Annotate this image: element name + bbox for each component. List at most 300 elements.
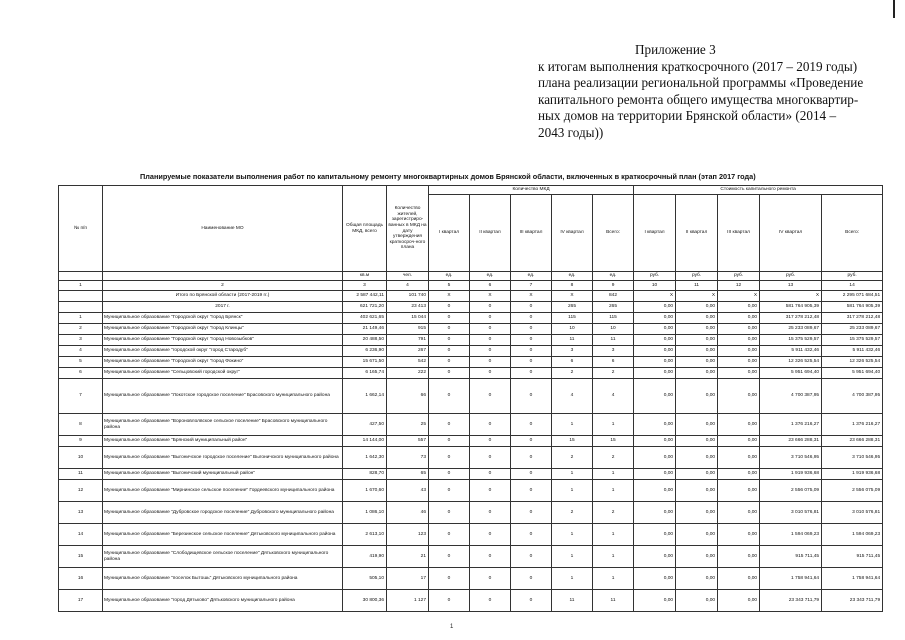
table-cell: 1 (59, 312, 103, 323)
table-cell: 23 666 288,31 (760, 436, 822, 447)
table-cell: 1 594 069,23 (760, 524, 822, 546)
table-cell: 11 (552, 334, 593, 345)
table-cell: 1 (59, 281, 103, 290)
table-cell: 0 (511, 345, 552, 356)
table-cell: руб. (676, 272, 718, 281)
table-cell: 222 (387, 367, 429, 378)
table-cell: 2 (593, 447, 634, 469)
table-cell: Муниципальное образование "Дубровское городское поселение" Дубровского муниципального района (103, 502, 343, 524)
table-cell: 0 (429, 502, 470, 524)
table-title: Планируемые показатели выполнения работ по капитальному ремонту многоквартирных домов Брянской области, включенных в краткосрочный план (этап 2017 года) (140, 172, 756, 181)
table-cell: 12 (59, 480, 103, 502)
table-cell: 10 (552, 323, 593, 334)
table-cell: 581 764 905,39 (760, 301, 822, 312)
table-cell: 4 (59, 345, 103, 356)
table-cell: 15 044 (387, 312, 429, 323)
table-cell: 0 (511, 546, 552, 568)
table-cell: Муниципальное образование "Мирнинское сельское поселение" Гордеевского муниципального района (103, 480, 343, 502)
table-cell: 0 (511, 469, 552, 480)
table-row (59, 334, 883, 345)
table-cell: 10 (634, 281, 676, 290)
table-cell: Муниципальное образование "Березинское сельское поселение" Дятьковского муниципального района (103, 524, 343, 546)
appendix-line: капитального ремонта общего имущества многоквартир- (538, 91, 859, 107)
table-cell: 11 (59, 469, 103, 480)
col-header: II квартал (676, 195, 718, 272)
table-cell: 12 326 525,54 (760, 356, 822, 367)
table-cell: 0,00 (718, 568, 760, 590)
table-cell: 23 666 288,31 (822, 436, 883, 447)
table-cell: 11 (593, 590, 634, 612)
table-cell: 0,00 (718, 301, 760, 312)
table-cell: 3 010 576,81 (760, 502, 822, 524)
table-cell: 0,00 (718, 546, 760, 568)
table-cell: 2 (59, 323, 103, 334)
table-cell: 15 375 529,57 (822, 334, 883, 345)
table-cell: 1 376 216,27 (760, 414, 822, 436)
table-cell: 842 (593, 290, 634, 301)
table-cell: 0,00 (676, 436, 718, 447)
table-cell: 0,00 (676, 546, 718, 568)
table-cell: 0 (511, 436, 552, 447)
appendix-line: к итогам выполнения краткосрочного (2017 – 2019 годы) (538, 58, 858, 74)
table-cell: 23 413 (387, 301, 429, 312)
table-cell: 0,00 (718, 436, 760, 447)
table-cell (103, 272, 343, 281)
table-cell: 1 758 941,64 (760, 568, 822, 590)
table-cell: 0,00 (634, 480, 676, 502)
col-header: I квартал (634, 195, 676, 272)
table-cell: 0 (429, 436, 470, 447)
table-cell: руб. (634, 272, 676, 281)
table-cell: 0,00 (676, 312, 718, 323)
table-cell: 66 (387, 378, 429, 414)
table-cell: 5 951 694,40 (760, 367, 822, 378)
table-cell: 0,00 (718, 480, 760, 502)
table-cell: 0,00 (676, 447, 718, 469)
table-cell: 265 (552, 301, 593, 312)
table-cell: 4 (552, 378, 593, 414)
table-cell: руб. (822, 272, 883, 281)
table-cell: 0 (429, 568, 470, 590)
table-cell: 1 919 936,68 (822, 469, 883, 480)
table-cell: 0,00 (676, 334, 718, 345)
table-cell: 0 (511, 480, 552, 502)
col-header: Всего: (822, 195, 883, 272)
table-cell: 0,00 (634, 469, 676, 480)
table-cell: 1 642,30 (343, 447, 387, 469)
table-cell: 43 (387, 480, 429, 502)
table-cell: 6 (470, 281, 511, 290)
table-cell: 0 (470, 356, 511, 367)
table-cell: 1 (552, 568, 593, 590)
table-cell: 0 (511, 524, 552, 546)
table-cell: 65 (387, 469, 429, 480)
table-row (59, 323, 883, 334)
table-cell: Муниципальное образование "город Дятьково" Дятьковского муниципального района (103, 590, 343, 612)
table-cell: 0 (470, 502, 511, 524)
table-cell: 0,00 (634, 447, 676, 469)
table-cell: 0 (429, 312, 470, 323)
table-cell: 1 919 936,68 (760, 469, 822, 480)
col-header: IV квартал (760, 195, 822, 272)
table-cell: Итого по Брянской области (2017-2019 гг.) (103, 290, 343, 301)
col-header: III квартал (718, 195, 760, 272)
table-cell: 0,00 (634, 356, 676, 367)
table-cell: X (552, 290, 593, 301)
table-cell: 4 (387, 281, 429, 290)
table-cell: Муниципальное образование "Брянский муниципальный район" (103, 436, 343, 447)
table-cell: 0 (429, 414, 470, 436)
table-row (59, 414, 883, 436)
table-cell: 6 (593, 356, 634, 367)
table-cell: 15 (593, 436, 634, 447)
appendix-heading (538, 42, 868, 142)
table-cell: 15 671,50 (343, 356, 387, 367)
table-cell: 0 (429, 323, 470, 334)
table-cell: 11 (552, 590, 593, 612)
table-cell: 0 (470, 378, 511, 414)
table-cell: 0,00 (718, 356, 760, 367)
table-cell: 0 (470, 414, 511, 436)
table-cell: 0,00 (718, 345, 760, 356)
table-cell: Муниципальное образование "Городской округ "город Фокино" (103, 356, 343, 367)
table-cell: 0 (470, 590, 511, 612)
col-header: Общая площадь МКД, всего (343, 186, 387, 272)
table-cell: 0 (429, 356, 470, 367)
table-cell: 1 (593, 469, 634, 480)
table-cell: 23 343 711,79 (760, 590, 822, 612)
edge-mark (893, 0, 895, 18)
table-cell: 123 (387, 524, 429, 546)
table-cell: 0,00 (718, 378, 760, 414)
table-cell: 73 (387, 447, 429, 469)
table-cell: 0,00 (718, 334, 760, 345)
table-cell: X (470, 290, 511, 301)
table-cell: Муниципальное образование "Городской округ "город Новозыбков" (103, 334, 343, 345)
table-cell: Муниципальное образование "городской округ "город Стародуб" (103, 345, 343, 356)
table-cell: 23 343 711,79 (822, 590, 883, 612)
table-cell: 0,00 (634, 301, 676, 312)
table-cell: 2 556 075,09 (760, 480, 822, 502)
table-cell: 25 (387, 414, 429, 436)
table-cell: 0,00 (676, 502, 718, 524)
table-cell: 0,00 (634, 323, 676, 334)
table-cell: 1 (552, 546, 593, 568)
table-cell: 791 (387, 334, 429, 345)
col-header: Количество жителей, зарегистриро-ванных в МКД на дату утверждения краткосроч-ного плана (387, 186, 429, 272)
table-cell: 0,00 (634, 502, 676, 524)
appendix-line: 2043 годы)) (538, 124, 604, 140)
table-cell: 0,00 (676, 590, 718, 612)
table-cell: 0 (429, 546, 470, 568)
table-cell (59, 301, 103, 312)
table-cell: 1 (593, 546, 634, 568)
table-row (59, 312, 883, 323)
table-row (59, 590, 883, 612)
table-cell: 4 700 387,95 (760, 378, 822, 414)
table-cell: Муниципальное образование "Локотское городское поселение" Брасовского муниципального района (103, 378, 343, 414)
table-cell: 0,00 (634, 345, 676, 356)
col-header: Наименование МО (103, 186, 343, 272)
table-cell: 0,00 (634, 414, 676, 436)
table-cell: 12 (718, 281, 760, 290)
col-header: Всего: (593, 195, 634, 272)
table-cell: 14 (822, 281, 883, 290)
table-cell: 0,00 (634, 546, 676, 568)
table-cell: 0,00 (676, 356, 718, 367)
table-row (59, 502, 883, 524)
table-cell: 0 (470, 469, 511, 480)
table-cell: 0,00 (718, 502, 760, 524)
table-row (59, 524, 883, 546)
table-cell: X (511, 290, 552, 301)
table-cell: 0 (470, 345, 511, 356)
table-cell: 0,00 (634, 436, 676, 447)
table-cell: 21 149,46 (343, 323, 387, 334)
table-cell: 0,00 (676, 323, 718, 334)
table-cell: 3 (593, 345, 634, 356)
table-row (59, 546, 883, 568)
table-cell: кв.м (343, 272, 387, 281)
table-cell: X (429, 290, 470, 301)
table-cell: X (718, 290, 760, 301)
table-cell: 2 (593, 367, 634, 378)
table-cell: Муниципальное образование "Выгоничское городское поселение" Выгоничского муниципального района (103, 447, 343, 469)
table-cell: 2 613,10 (343, 524, 387, 546)
table-row (59, 480, 883, 502)
col-header: I квартал (429, 195, 470, 272)
table-cell: 542 (387, 356, 429, 367)
table-cell: 0,00 (676, 345, 718, 356)
table-cell: 915 711,45 (822, 546, 883, 568)
table-cell: 0 (429, 469, 470, 480)
table-cell: 2 556 075,09 (822, 480, 883, 502)
table-cell: 427,50 (343, 414, 387, 436)
table-cell: 6 236,90 (343, 345, 387, 356)
table-row (59, 290, 883, 301)
table-cell: 5 911 432,46 (822, 345, 883, 356)
col-header: № п/п (59, 186, 103, 272)
table-cell: 11 (676, 281, 718, 290)
table-cell: 317 278 212,48 (760, 312, 822, 323)
table-cell: 1 (552, 414, 593, 436)
table-cell: 0,00 (718, 414, 760, 436)
table-cell: 0 (470, 524, 511, 546)
table-row (59, 378, 883, 414)
table-row (59, 345, 883, 356)
table-cell: 0 (429, 524, 470, 546)
table-row (59, 469, 883, 480)
table-cell: 828,70 (343, 469, 387, 480)
table-cell: 1 127 (387, 590, 429, 612)
table-cell: 10 (59, 447, 103, 469)
table-cell: 0,00 (676, 378, 718, 414)
table-cell: 0,00 (676, 480, 718, 502)
table-cell: 25 233 089,67 (822, 323, 883, 334)
table-row (59, 447, 883, 469)
table-cell: 2 (552, 367, 593, 378)
table-cell: 4 (593, 378, 634, 414)
table-cell: 0 (511, 414, 552, 436)
table-cell: 15 (59, 546, 103, 568)
table-cell: 0 (470, 546, 511, 568)
table-cell: 3 (59, 334, 103, 345)
table-cell: 0,00 (634, 568, 676, 590)
table-cell: 8 (552, 281, 593, 290)
units-row (59, 272, 883, 281)
table-cell: 402 621,65 (343, 312, 387, 323)
table-cell: 0,00 (634, 334, 676, 345)
table-cell: 2 587 442,11 (343, 290, 387, 301)
table-cell: 4 700 387,95 (822, 378, 883, 414)
table-cell: 15 375 529,57 (760, 334, 822, 345)
table-cell: 0 (470, 312, 511, 323)
table-cell: 13 (760, 281, 822, 290)
table-cell: 0 (511, 502, 552, 524)
table-cell: Муниципальное образование "Городской округ "город Клинцы" (103, 323, 343, 334)
table-cell: 0 (511, 568, 552, 590)
table-cell: 5 (429, 281, 470, 290)
table-cell: 0,00 (718, 590, 760, 612)
table-cell: 2017 г. (103, 301, 343, 312)
table-cell: 16 (59, 568, 103, 590)
table-cell: 3 (552, 345, 593, 356)
table-cell: 0 (511, 301, 552, 312)
table-cell: Муниципальное образование "Выгоничский муниципальный район" (103, 469, 343, 480)
table-cell: 0,00 (718, 312, 760, 323)
table-cell: 6 (59, 367, 103, 378)
table-cell: 1 (552, 480, 593, 502)
table-cell: 915 (387, 323, 429, 334)
table-cell: ед. (470, 272, 511, 281)
table-cell: 7 (511, 281, 552, 290)
table-cell: 2 295 071 684,51 (822, 290, 883, 301)
table-cell: 0 (429, 447, 470, 469)
table-cell: 9 (593, 281, 634, 290)
table-cell: ед. (511, 272, 552, 281)
table-cell: 6 165,74 (343, 367, 387, 378)
table-cell: 20 488,50 (343, 334, 387, 345)
column-numbers-row (59, 281, 883, 290)
table-cell: 46 (387, 502, 429, 524)
table-cell: 0 (470, 334, 511, 345)
indicators-table (58, 185, 883, 612)
table-row (59, 436, 883, 447)
table-cell: 0,00 (718, 524, 760, 546)
table-cell: 0 (470, 436, 511, 447)
table-cell: 0,00 (676, 524, 718, 546)
table-row (59, 301, 883, 312)
table-row (59, 356, 883, 367)
table-cell: 115 (552, 312, 593, 323)
table-cell: Муниципальное образование "Вороновлолвское сельское поселение" Брасовского муниципального района (103, 414, 343, 436)
page-number: 1 (450, 624, 454, 630)
table-cell: 115 (593, 312, 634, 323)
table-cell: 0,00 (676, 367, 718, 378)
table-cell: ед. (429, 272, 470, 281)
table-cell: 8 (59, 414, 103, 436)
table-cell: 13 (59, 502, 103, 524)
table-cell: 419,90 (343, 546, 387, 568)
table-cell (59, 290, 103, 301)
table-cell: Муниципальное образование "Слободищевское сельское поселение" Дятьковского муниципального района (103, 546, 343, 568)
table-cell: 2 (593, 502, 634, 524)
table-cell: 557 (387, 436, 429, 447)
table-cell: 0,00 (634, 367, 676, 378)
table-cell: X (760, 290, 822, 301)
table-cell: 0,00 (634, 312, 676, 323)
table-cell: X (634, 290, 676, 301)
table-cell: 2 (103, 281, 343, 290)
table-cell: 0 (429, 590, 470, 612)
table-cell: 17 (59, 590, 103, 612)
table-cell: 3 710 546,95 (760, 447, 822, 469)
table-cell: 9 (59, 436, 103, 447)
table-cell: 15 (552, 436, 593, 447)
table-cell: 0 (511, 334, 552, 345)
table-cell: 3 010 576,81 (822, 502, 883, 524)
table-cell: 0,00 (634, 590, 676, 612)
table-cell: 0 (429, 480, 470, 502)
table-cell: 21 (387, 546, 429, 568)
table-cell: 0,00 (718, 323, 760, 334)
table-cell: 0 (429, 301, 470, 312)
table-cell: 0 (511, 356, 552, 367)
table-cell: 0 (470, 447, 511, 469)
table-cell: 3 710 546,95 (822, 447, 883, 469)
table-cell: чел. (387, 272, 429, 281)
table-cell: 0 (429, 367, 470, 378)
table-cell (59, 272, 103, 281)
table-cell: 0,00 (634, 378, 676, 414)
table-cell: 0 (429, 334, 470, 345)
table-cell: 915 711,45 (760, 546, 822, 568)
table-cell: Муниципальное образование "Городской округ "город Брянск" (103, 312, 343, 323)
table-cell: 0,00 (718, 447, 760, 469)
table-cell: 2 (552, 502, 593, 524)
group-header-count: Количество МКД (429, 186, 634, 195)
table-cell: 1 662,14 (343, 378, 387, 414)
table-cell: 25 233 089,67 (760, 323, 822, 334)
table-cell: 0,00 (676, 301, 718, 312)
table-cell: 1 (593, 524, 634, 546)
table-cell: 10 (593, 323, 634, 334)
table-cell: 0 (511, 378, 552, 414)
appendix-line: ных домов на территории Брянской области» (2014 – (538, 108, 837, 124)
table-cell: 0,00 (718, 469, 760, 480)
table-cell: 0,00 (676, 469, 718, 480)
table-cell: 0 (470, 323, 511, 334)
table-cell: 0,00 (718, 367, 760, 378)
table-cell: 267 (387, 345, 429, 356)
col-header: II квартал (470, 195, 511, 272)
table-cell: 621 721,20 (343, 301, 387, 312)
table-cell: 0 (511, 447, 552, 469)
table-cell: 317 278 212,48 (822, 312, 883, 323)
table-cell: ед. (593, 272, 634, 281)
group-header-cost: Стоимость капитального ремонта (634, 186, 883, 195)
table-cell: 0 (429, 378, 470, 414)
table-cell: 0 (511, 312, 552, 323)
table-cell: 5 911 432,46 (760, 345, 822, 356)
table-cell: 14 (59, 524, 103, 546)
table-cell: 0,00 (676, 568, 718, 590)
table-cell: 0 (511, 367, 552, 378)
table-cell: 6 (552, 356, 593, 367)
table-cell: 17 (387, 568, 429, 590)
table-row (59, 568, 883, 590)
table-cell: 505,10 (343, 568, 387, 590)
